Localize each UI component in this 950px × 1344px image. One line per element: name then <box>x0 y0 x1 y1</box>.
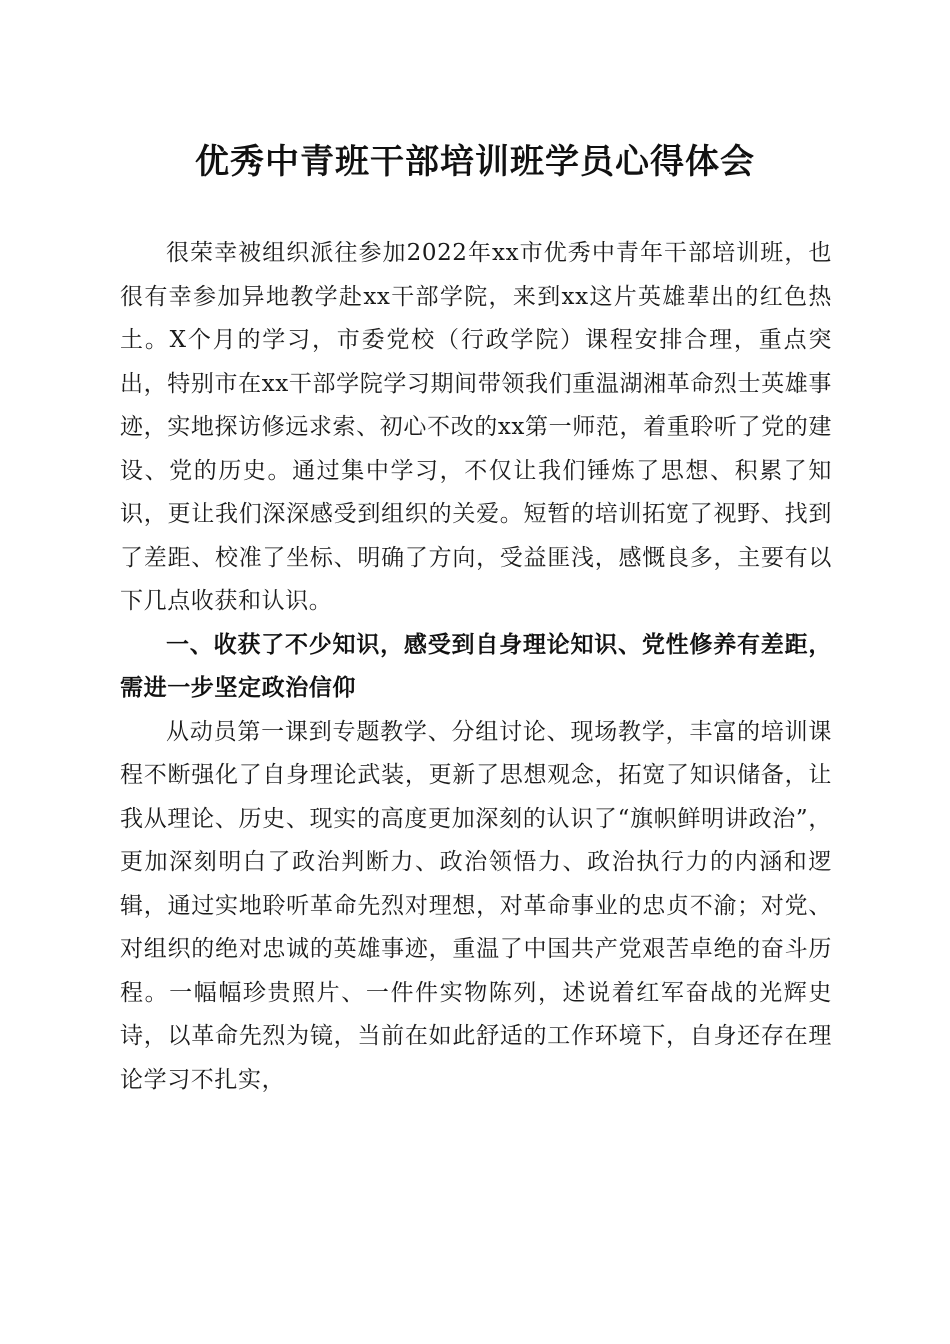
section-heading-1: 一、收获了不少知识，感受到自身理论知识、党性修养有差距，需进一步坚定政治信仰 <box>120 631 832 701</box>
intro-paragraph: 很荣幸被组织派往参加2022年xx市优秀中青年干部培训班，也很有幸参加异地教学赴xx干部学院，来到xx这片英雄辈出的红色热土。X个月的学习，市委党校（行政学院）课程安排合理，重点突出，特别市在xx干部学院学习期间带领我们重温湖湘革命烈士英雄事迹，实地探访修远求索、初心不改的xx第一师范，着重聆听了党的建设、党的历史。通过集中学习，不仅让我们锤炼了思想、积累了知识，更让我们深深感受到组织的关爱。短暂的培训拓宽了视野、找到了差距、校准了坐标、明确了方向，受益匪浅，感慨良多，主要有以下几点收获和认识。 <box>120 240 832 614</box>
document-body <box>120 232 832 1102</box>
section-1-paragraph: 从动员第一课到专题教学、分组讨论、现场教学，丰富的培训课程不断强化了自身理论武装，更新了思想观念，拓宽了知识储备，让我从理论、历史、现实的高度更加深刻的认识了“旗帜鲜明讲政治”，更加深刻明白了政治判断力、政治领悟力、政治执行力的内涵和逻辑，通过实地聆听革命先烈对理想，对革命事业的忠贞不渝；对党、对组织的绝对忠诚的英雄事迹，重温了中国共产党艰苦卓绝的奋斗历程。一幅幅珍贵照片、一件件实物陈列，述说着红军奋战的光辉史诗，以革命先烈为镜，当前在如此舒适的工作环境下，自身还存在理论学习不扎实， <box>120 718 832 1093</box>
document-title: 优秀中青班干部培训班学员心得体会 <box>195 142 755 182</box>
